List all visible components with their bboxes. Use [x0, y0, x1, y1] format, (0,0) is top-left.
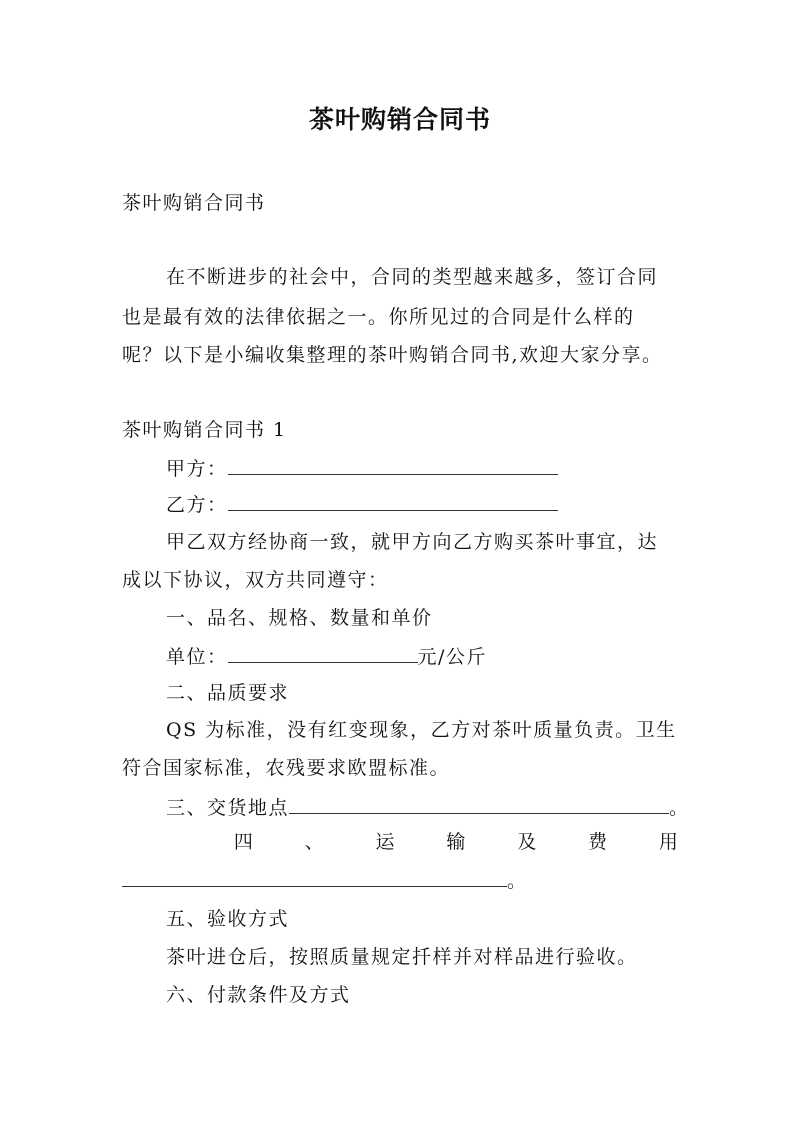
party-a-blank: [228, 456, 558, 475]
intro-paragraph-line-3: 呢？以下是小编收集整理的茶叶购销合同书,欢迎大家分享。: [122, 344, 663, 366]
clause-4-char: 及: [517, 831, 537, 853]
clause-4-char: 输: [446, 831, 466, 853]
clause-4-char: 四: [233, 831, 253, 853]
intro-paragraph-line-2: 也是最有效的法律依据之一。你所见过的合同是什么样的: [122, 306, 635, 328]
clause-3-period: 。: [669, 797, 690, 819]
document-title: 茶叶购销合同书: [308, 105, 491, 134]
party-b-label: 乙方：: [166, 494, 228, 516]
unit-price-row: [166, 644, 487, 669]
party-a-label: 甲方：: [166, 458, 228, 480]
clause-2-heading: 二、品质要求: [166, 682, 290, 704]
unit-price-blank: [228, 644, 418, 663]
party-a-row: [166, 456, 558, 481]
clause-5-heading: 五、验收方式: [166, 908, 290, 930]
section-heading: 茶叶购销合同书 1: [122, 419, 287, 441]
clause-1-heading: 一、品名、规格、数量和单价: [166, 607, 433, 629]
clause-4-char: 费: [588, 831, 608, 853]
unit-label: 单位：: [166, 646, 228, 668]
party-b-blank: [228, 492, 558, 511]
clause-6-heading: 六、付款条件及方式: [166, 984, 351, 1006]
inspection-line: 茶叶进仓后，按照质量规定扦样并对样品进行验收。: [166, 946, 638, 968]
quality-line-1: QS 为标准，没有红变现象，乙方对茶叶质量负责。卫生: [166, 719, 677, 741]
transport-fee-blank: [122, 868, 507, 887]
party-b-row: [166, 492, 558, 517]
clause-3-row: [166, 795, 690, 820]
unit-suffix: 元/公斤: [417, 646, 487, 668]
clause-4-heading: [122, 830, 678, 854]
clause-4-period: 。: [507, 870, 528, 892]
delivery-place-blank: [289, 795, 669, 814]
clause-4-blank-row: [122, 868, 528, 893]
clause-4-char: 、: [304, 831, 324, 853]
document-subtitle: 茶叶购销合同书: [122, 192, 266, 214]
clause-4-char: 运: [375, 831, 395, 853]
quality-line-2: 符合国家标准，农残要求欧盟标准。: [122, 757, 451, 779]
agreement-line-1: 甲乙双方经协商一致，就甲方向乙方购买茶叶事宜，达: [166, 531, 659, 553]
intro-paragraph-line-1: 在不断进步的社会中，合同的类型越来越多，签订合同: [166, 266, 659, 288]
clause-4-char: 用: [658, 831, 678, 853]
clause-3-heading: 三、交货地点: [166, 797, 290, 819]
agreement-line-2: 成以下协议，双方共同遵守：: [122, 569, 389, 591]
